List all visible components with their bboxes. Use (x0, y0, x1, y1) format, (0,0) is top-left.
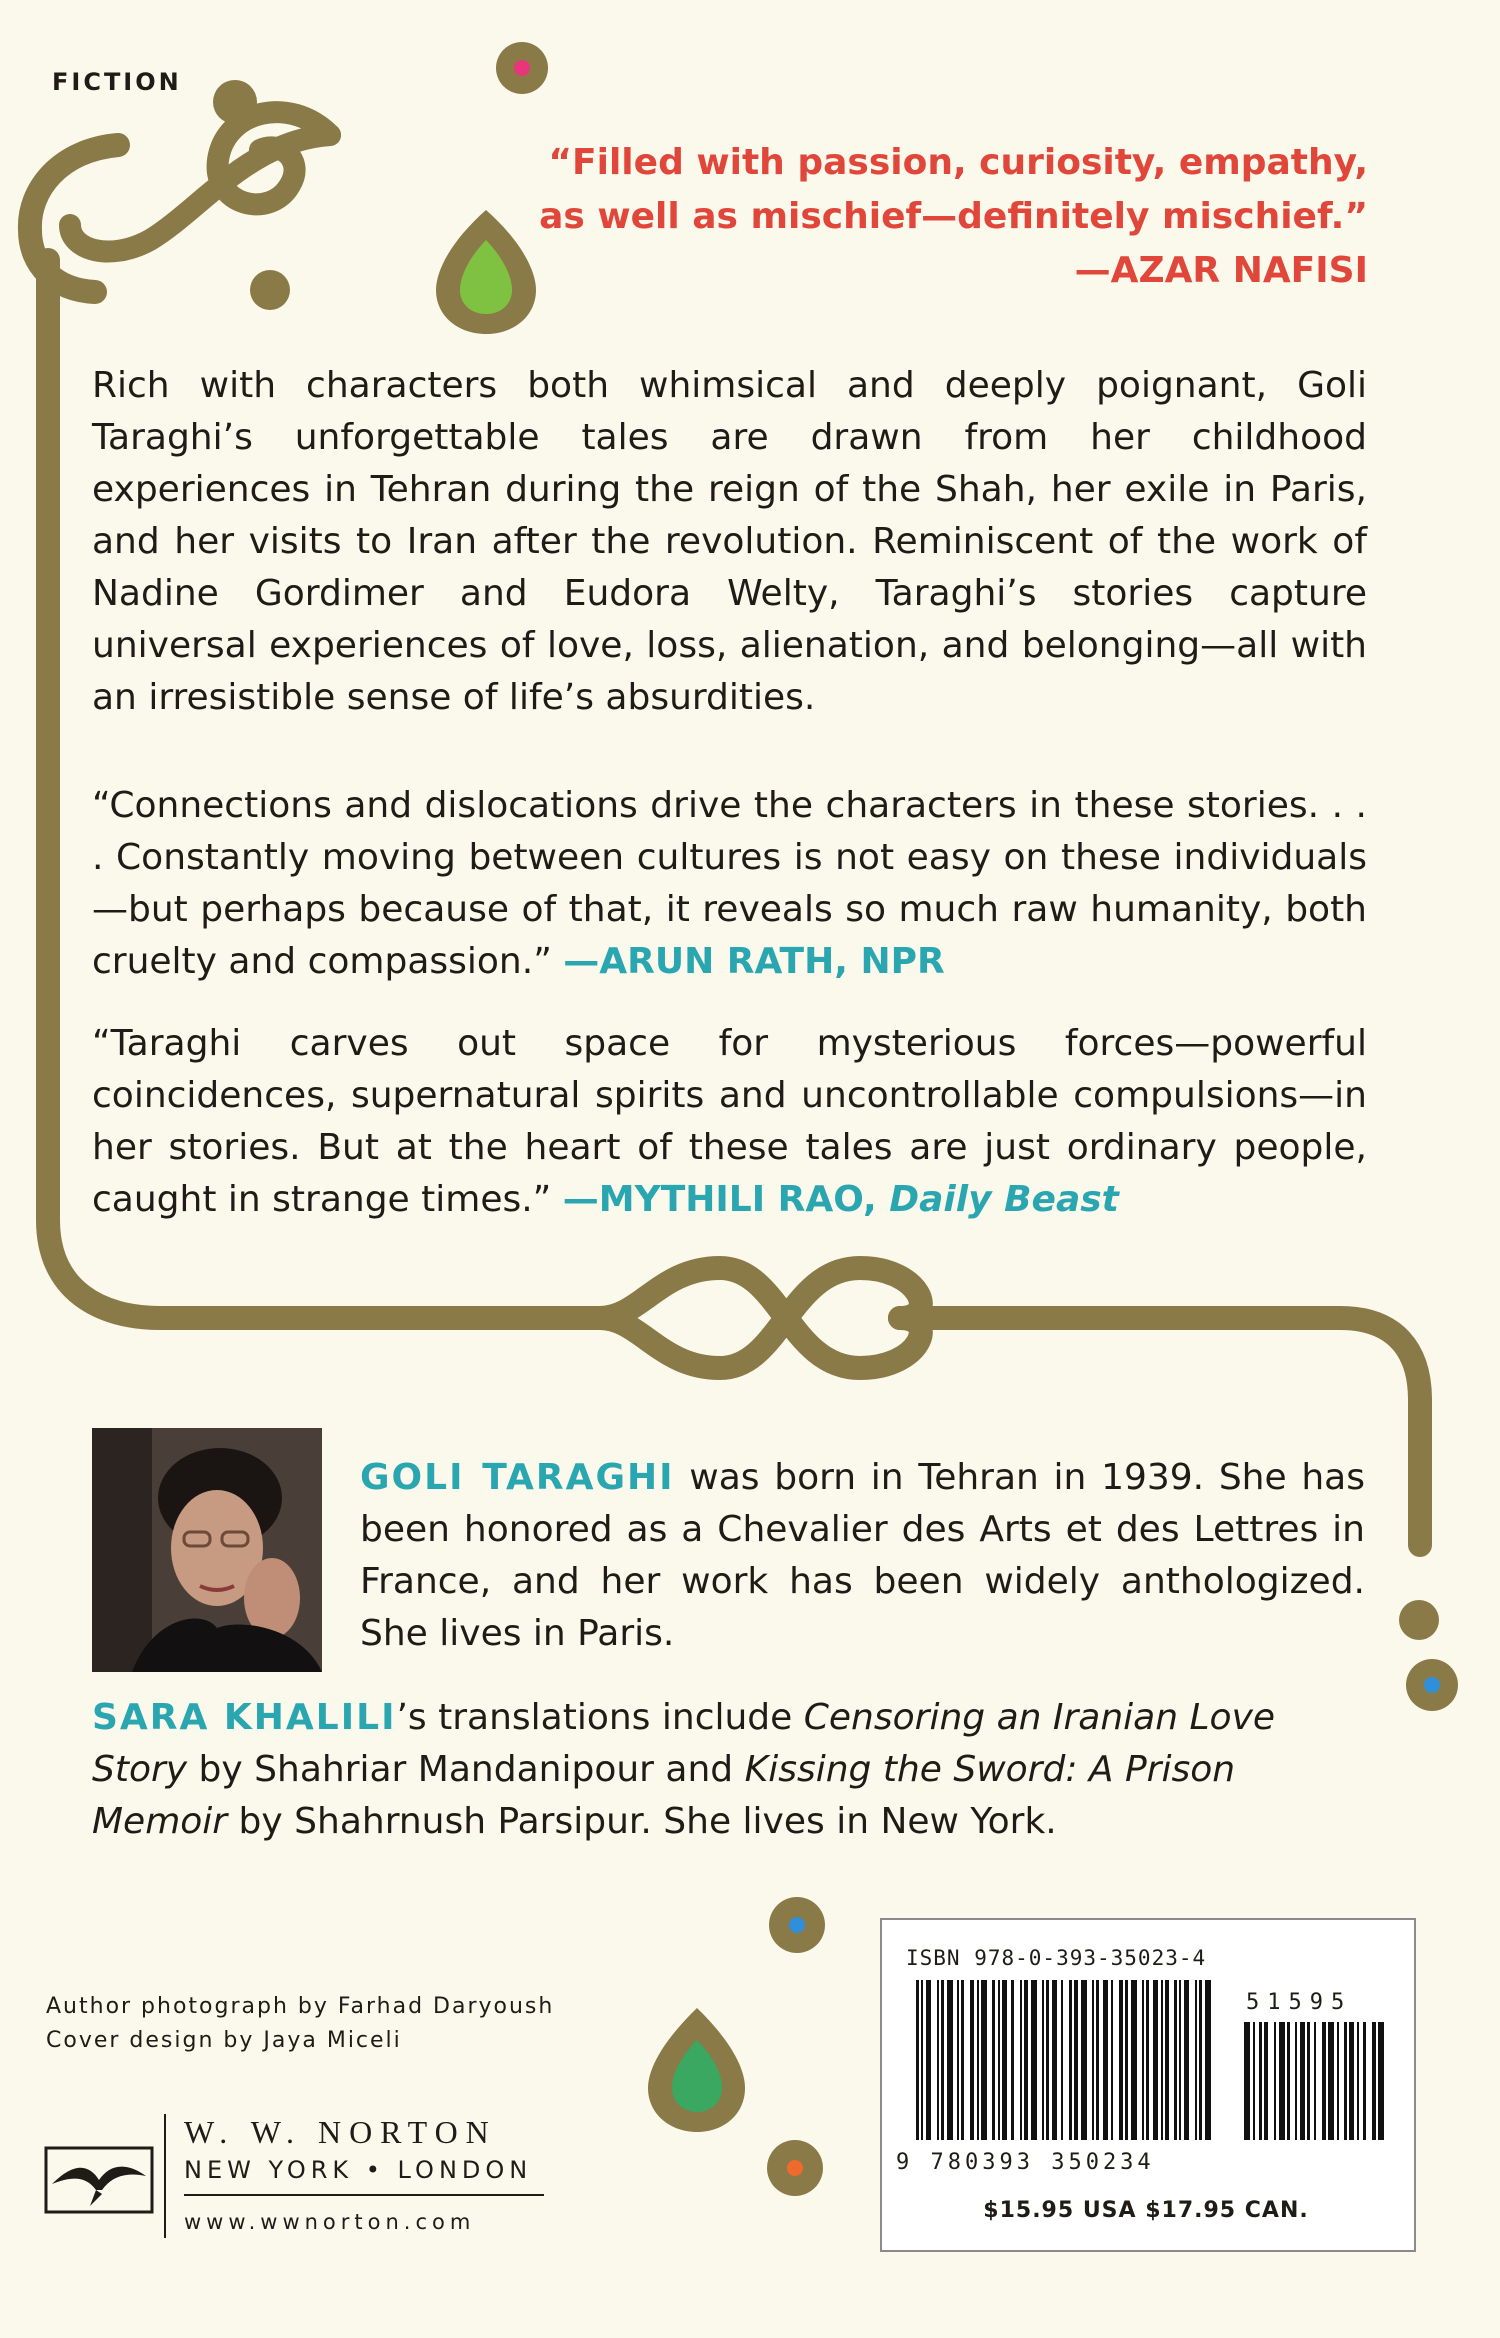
publisher-name: W. W. NORTON (184, 2114, 497, 2150)
barcode-bar (1074, 1980, 1078, 2140)
barcode-bar (1061, 1980, 1063, 2140)
translator-book-2: Kissing the Sword: A Prison Memoir (92, 1749, 1236, 1842)
price-barcode-bar (1363, 2022, 1366, 2140)
barcode-bar (947, 1980, 953, 2140)
author-bio (360, 1452, 1365, 1660)
cover-credits (46, 1990, 554, 2058)
price-barcode-bar (1300, 2022, 1305, 2140)
barcode-bar (1092, 1980, 1094, 2140)
barcode-bar (1131, 1980, 1137, 2140)
barcode-bar (1081, 1980, 1087, 2140)
price-barcode-bar (1344, 2022, 1347, 2140)
barcode-bar (1179, 1980, 1181, 2140)
design-credit: Cover design by Jaya Miceli (46, 2028, 402, 2053)
barcode-bar (941, 1980, 944, 2140)
barcode-bar (1146, 1980, 1149, 2140)
barcode-bar (921, 1980, 923, 2140)
barcode-bar (998, 1980, 1000, 2140)
price-barcode-bar (1322, 2022, 1326, 2140)
publisher-rule (184, 2194, 544, 2196)
price-barcode-bar (1244, 2022, 1250, 2140)
photo-credit: Author photograph by Farhad Daryoush (46, 1994, 555, 2019)
barcode-bar (1174, 1980, 1177, 2140)
price-barcode-bar (1357, 2022, 1359, 2140)
author-photo (92, 1428, 322, 1672)
barcode-bar (1031, 1980, 1037, 2140)
price-barcode-bar (1349, 2022, 1354, 2140)
translator-bio-text-3: by Shahrnush Parsipur. She lives in New York. (227, 1801, 1057, 1842)
barcode-bar (1199, 1980, 1202, 2140)
lead-quote-line-1: “Filled with passion, curiosity, empathy, (548, 142, 1368, 183)
barcode-bar (937, 1980, 939, 2140)
price-barcode-bar (1287, 2022, 1290, 2140)
barcode-bar (1020, 1980, 1022, 2140)
publisher-cities: NEW YORK • LONDON (184, 2156, 533, 2184)
author-name: GOLI TARAGHI (360, 1457, 675, 1498)
barcode-bar (1042, 1980, 1044, 2140)
review-daily-beast-attribution (563, 1179, 1119, 1220)
publisher-website: www.wwnorton.com (184, 2210, 476, 2234)
translator-bio (92, 1692, 1367, 1848)
author-portrait-image (92, 1428, 322, 1672)
barcode-bar (970, 1980, 974, 2140)
ean-number: 9 780393 350234 (896, 2150, 1155, 2175)
barcode-bar (961, 1980, 964, 2140)
review-npr-attribution: —ARUN RATH, NPR (563, 941, 945, 982)
price-code: 51595 (1246, 1990, 1353, 2015)
review-daily-beast (92, 1018, 1367, 1226)
price-barcode-bar (1295, 2022, 1297, 2140)
price-barcode-bar (1378, 2022, 1384, 2140)
barcode-bar (1165, 1980, 1169, 2140)
price-label: $15.95 USA $17.95 CAN. (983, 2198, 1309, 2223)
genre-label: FICTION (52, 68, 182, 96)
price-barcode-bar (1337, 2022, 1339, 2140)
price-barcode-bar (1372, 2022, 1376, 2140)
barcode-bar (1024, 1980, 1028, 2140)
review-daily-beast-author: —MYTHILI RAO, (562, 1179, 890, 1220)
price-barcode-bar (1264, 2022, 1268, 2140)
price-barcode-bar (1328, 2022, 1334, 2140)
review-daily-beast-text: “Taraghi carves out space for mysterious forces—powerful coincidences, supernatural spirits and uncontrollable compulsions—in her stories. But at the heart of these tales are just ordinary people, caught in strange times.” (92, 1023, 1367, 1220)
barcode-bar (977, 1980, 979, 2140)
translator-book-1: Censoring an Iranian Love Story (92, 1697, 1276, 1790)
lead-quote (468, 136, 1368, 298)
lead-quote-line-2: as well as mischief—definitely mischief.” (539, 196, 1368, 237)
isbn-label: ISBN 978-0-393-35023-4 (906, 1946, 1207, 1970)
barcode-bar (1046, 1980, 1049, 2140)
barcode-bar (1103, 1980, 1108, 2140)
barcode-bar (926, 1980, 931, 2140)
publisher-divider (164, 2114, 166, 2238)
barcode-bar (1111, 1980, 1113, 2140)
price-barcode-bar (1274, 2022, 1276, 2140)
barcode-bar (1184, 1980, 1189, 2140)
barcode-bar (1205, 1980, 1211, 2140)
price-barcode-bar (1253, 2022, 1255, 2140)
barcode-bar (1142, 1980, 1144, 2140)
author-bio-text: was born in Tehran in 1939. She has been honored as a Chevalier des Arts et des Lettres in France, and her work has been widely anthologized. She lives in Paris. (360, 1457, 1365, 1654)
barcode-bar (1161, 1980, 1163, 2140)
price-barcode-bar (1279, 2022, 1285, 2140)
barcode-bar (1002, 1980, 1007, 2140)
barcode-bar (1052, 1980, 1057, 2140)
barcode-bar (957, 1980, 959, 2140)
translator-bio-text-1: ’s translations include (396, 1697, 804, 1738)
barcode-bar (1096, 1980, 1099, 2140)
review-npr (92, 780, 1367, 988)
review-npr-text: “Connections and dislocations drive the characters in these stories. . . . Constantly moving between cultures is not easy on these individuals—but perhaps because of that, it reveals so much raw humanity, both cruelty and compassion.” (92, 785, 1367, 982)
book-description: Rich with characters both whimsical and deeply poignant, Goli Taraghi’s unforgettable tales are drawn from her childhood experiences in Tehran during the reign of the Shah, her exile in Paris, and her visits to Iran after the revolution. Reminiscent of the work of Nadine Gordimer and Eudora Welty, Taraghi’s stories capture universal experiences of love, loss, alienation, and belonging—all with an irresistible sense of life’s absurdities. (92, 365, 1367, 718)
price-barcode-bar (1259, 2022, 1262, 2140)
barcode-bar (916, 1980, 919, 2140)
barcode-bar (1011, 1980, 1014, 2140)
price-barcode-bar (1307, 2022, 1310, 2140)
barcode-bar (1153, 1980, 1158, 2140)
barcode-bar (1125, 1980, 1128, 2140)
translator-bio-text-2: by Shahriar Mandanipour and (187, 1749, 745, 1790)
translator-name: SARA KHALILI (92, 1697, 397, 1738)
review-daily-beast-source: Daily Beast (889, 1179, 1119, 1220)
barcode-bar (981, 1980, 987, 2140)
barcode-bar (1119, 1980, 1123, 2140)
barcode-bar (1069, 1980, 1072, 2140)
norton-seagull-logo (44, 2142, 154, 2218)
barcode-bar (1195, 1980, 1197, 2140)
lead-quote-attribution: —AZAR NAFISI (1074, 250, 1368, 291)
price-barcode-bar (1314, 2022, 1316, 2140)
barcode-bar (992, 1980, 995, 2140)
